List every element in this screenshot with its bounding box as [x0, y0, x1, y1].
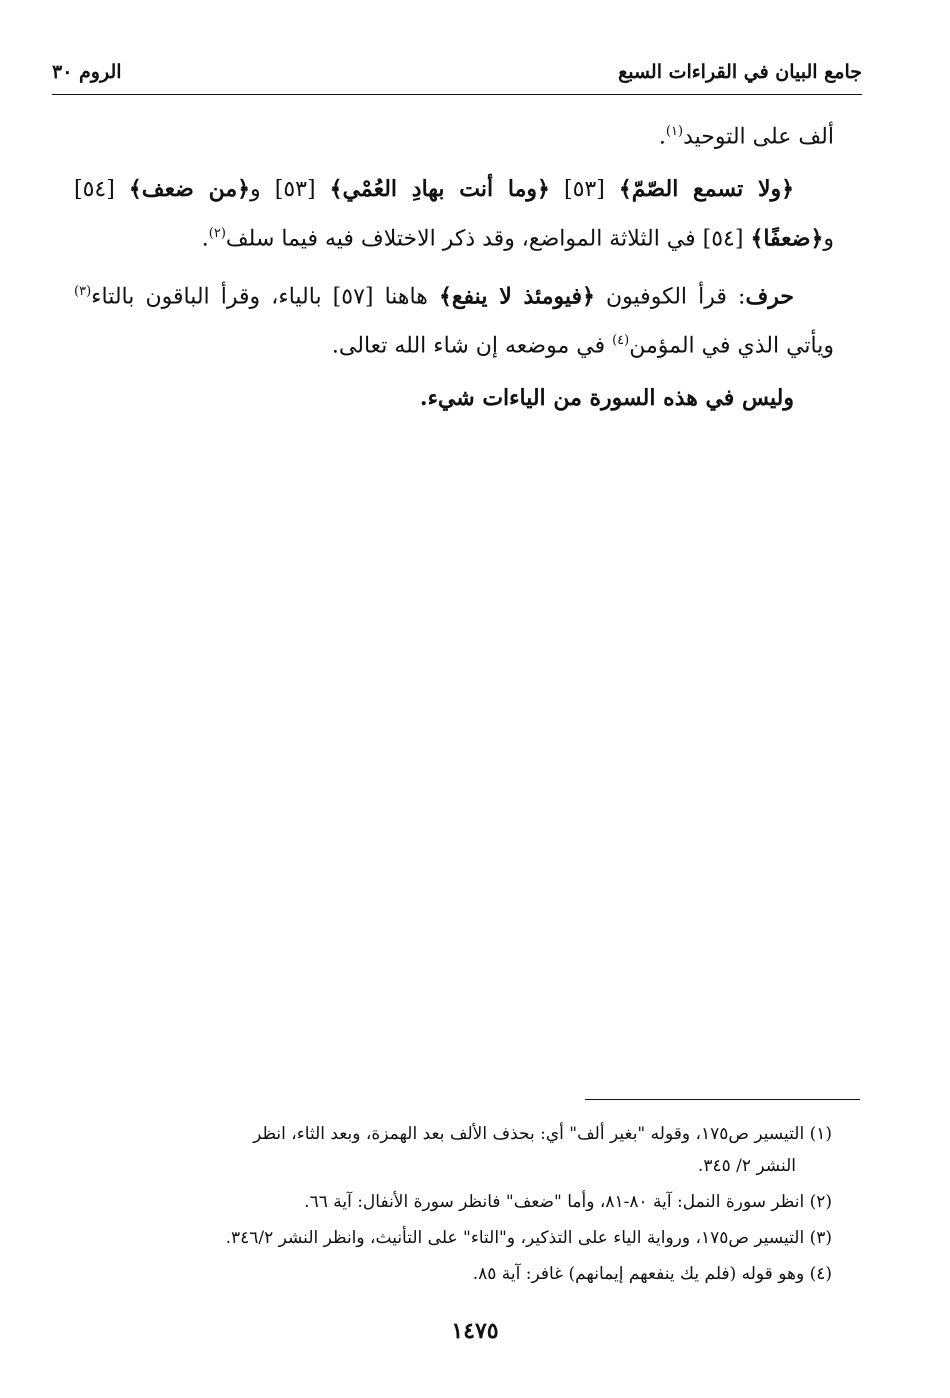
footnote-2: (٢) انظر سورة النمل: آية ٨٠-٨١، وأما "ضعف" فانظر سورة الأنفال: آية ٦٦. [304, 1192, 832, 1212]
verse-number: [٥٣] [549, 177, 619, 203]
footnote-1-line-1: (١) التيسير ص١٧٥، وقوله "بغير ألف" أي: بحذف الألف بعد الهمزة، وبعد الثاء، انظر [253, 1124, 832, 1144]
quran-quote: ﴿ضعفًا﴾ [750, 225, 824, 252]
surah-label: الروم ٣٠ [52, 61, 122, 83]
footnote-1 [74, 1118, 832, 1182]
verse-number: [٥٤] و [74, 177, 834, 252]
page-number: ١٤٧٥ [451, 1318, 499, 1344]
footnote-3: (٣) التيسير ص١٧٥، ورواية الياء على التذكير، و"التاء" على التأنيث، وانظر النشر ٣٤٦/٢. [225, 1228, 832, 1248]
footnote-ref-2: (٢) [208, 226, 226, 242]
quran-quote: ﴿وما أنت بهادِ العُمْي﴾ [329, 176, 550, 203]
running-header [52, 55, 862, 93]
p1-end: . [658, 124, 666, 150]
footnote-separator [585, 1099, 860, 1100]
footnote-ref-3: (٣) [74, 283, 92, 299]
p3-text: : قرأ الكوفيون [594, 283, 746, 309]
footnote-ref-1: (١) [665, 124, 684, 139]
paragraph-3 [74, 270, 834, 369]
p3-text: في موضعه إن شاء الله تعالى. [331, 333, 613, 359]
header-rule [52, 94, 862, 95]
p2-text: [٥٤] في الثلاثة المواضع، وقد ذكر الاختلاف فيه فيما سلف [225, 226, 751, 252]
book-title: جامع البيان في القراءات السبع [618, 61, 862, 83]
paragraph-1 [74, 110, 834, 159]
quran-quote: ﴿من ضعف﴾ [128, 176, 251, 203]
footnote-ref-4: (٤) [612, 332, 630, 348]
quran-quote: ﴿فيومئذ لا ينفع﴾ [438, 282, 595, 309]
footnote-4: (٤) وهو قوله (فلم يك ينفعهم إيمانهم) غافر: آية ٨٥. [472, 1264, 832, 1284]
p3-text: ويأتي الذي في المؤمن [629, 333, 834, 359]
footnote-1-line-2: النشر ٢/ ٣٤٥. [697, 1156, 796, 1176]
p3-text: هاهنا [٥٧] بالياء، وقرأ الباقون بالتاء [91, 283, 439, 309]
footnotes [74, 1118, 832, 1294]
section-label: حرف [745, 282, 794, 309]
p1-text: ألف على التوحيد [683, 124, 834, 150]
p2-end: . [201, 226, 209, 252]
main-text [74, 110, 834, 428]
paragraph-2 [74, 167, 834, 261]
verse-number: [٥٣] و [250, 177, 330, 203]
paragraph-4: وليس في هذه السورة من الياءات شيء. [419, 385, 794, 412]
quran-quote: ﴿ولا تسمع الصّمّ﴾ [618, 176, 795, 203]
